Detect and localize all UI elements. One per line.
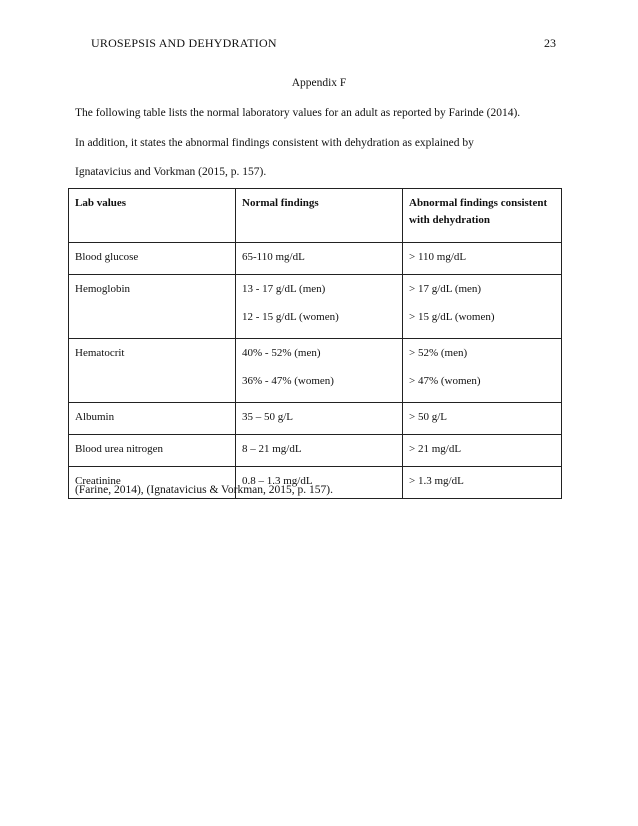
abnormal-cell: [403, 403, 562, 435]
normal-value-men: 40% - 52% (men): [242, 347, 321, 359]
abnormal-value: > 50 g/L: [409, 411, 447, 423]
page-number: 23: [544, 36, 556, 50]
source-citation: (Farine, 2014), (Ignatavicius & Vorkman, 2015, p. 157).: [75, 484, 333, 496]
abnormal-value-men: > 17 g/dL (men): [409, 283, 482, 295]
normal-cell: [236, 243, 403, 275]
table-row: [69, 243, 562, 275]
abnormal-cell: [403, 435, 562, 467]
lab-name-cell: Hemoglobin: [69, 275, 236, 339]
normal-value-women: 36% - 47% (women): [242, 375, 334, 387]
normal-value: 35 – 50 g/L: [242, 411, 294, 423]
abnormal-value: > 21 mg/dL: [409, 443, 462, 455]
table-row: [69, 403, 562, 435]
normal-cell: [236, 435, 403, 467]
header-abnormal-findings: Abnormal findings consistent with dehydration: [403, 189, 562, 243]
normal-cell: [236, 275, 403, 339]
abnormal-cell: [403, 275, 562, 339]
normal-cell: [236, 339, 403, 403]
abnormal-value: > 1.3 mg/dL: [409, 475, 464, 487]
header-lab-values: Lab values: [69, 189, 236, 243]
abnormal-value-women: > 47% (women): [409, 375, 481, 387]
normal-value: 65-110 mg/dL: [242, 251, 305, 263]
header-normal-findings: Normal findings: [236, 189, 403, 243]
abnormal-value: > 110 mg/dL: [409, 251, 467, 263]
normal-value-women: 12 - 15 g/dL (women): [242, 311, 339, 323]
normal-value: 8 – 21 mg/dL: [242, 443, 302, 455]
lab-values-table: [68, 188, 562, 499]
abnormal-value-women: > 15 g/dL (women): [409, 311, 495, 323]
intro-line-2: In addition, it states the abnormal findings consistent with dehydration as explained by: [75, 137, 474, 149]
lab-name-cell: Albumin: [69, 403, 236, 435]
table-row: [69, 435, 562, 467]
table-header-row: [69, 189, 562, 243]
abnormal-cell: [403, 243, 562, 275]
lab-name-cell: Hematocrit: [69, 339, 236, 403]
intro-line-1: The following table lists the normal laboratory values for an adult as reported by Farinde (2014).: [75, 107, 521, 119]
normal-value-men: 13 - 17 g/dL (men): [242, 283, 326, 295]
table-row: [69, 275, 562, 339]
normal-value: 0.8 – 1.3 mg/dL: [242, 475, 313, 487]
appendix-title: Appendix F: [291, 77, 347, 89]
lab-name-cell: Blood urea nitrogen: [69, 435, 236, 467]
table-row: [69, 339, 562, 403]
abnormal-cell: [403, 467, 562, 499]
lab-name-cell: Creatinine: [69, 467, 236, 499]
intro-line-3: Ignatavicius and Vorkman (2015, p. 157).: [75, 166, 267, 178]
abnormal-cell: [403, 339, 562, 403]
running-head: UROSEPSIS AND DEHYDRATION: [91, 36, 277, 50]
normal-cell: [236, 403, 403, 435]
abnormal-value-men: > 52% (men): [409, 347, 468, 359]
lab-name-cell: Blood glucose: [69, 243, 236, 275]
